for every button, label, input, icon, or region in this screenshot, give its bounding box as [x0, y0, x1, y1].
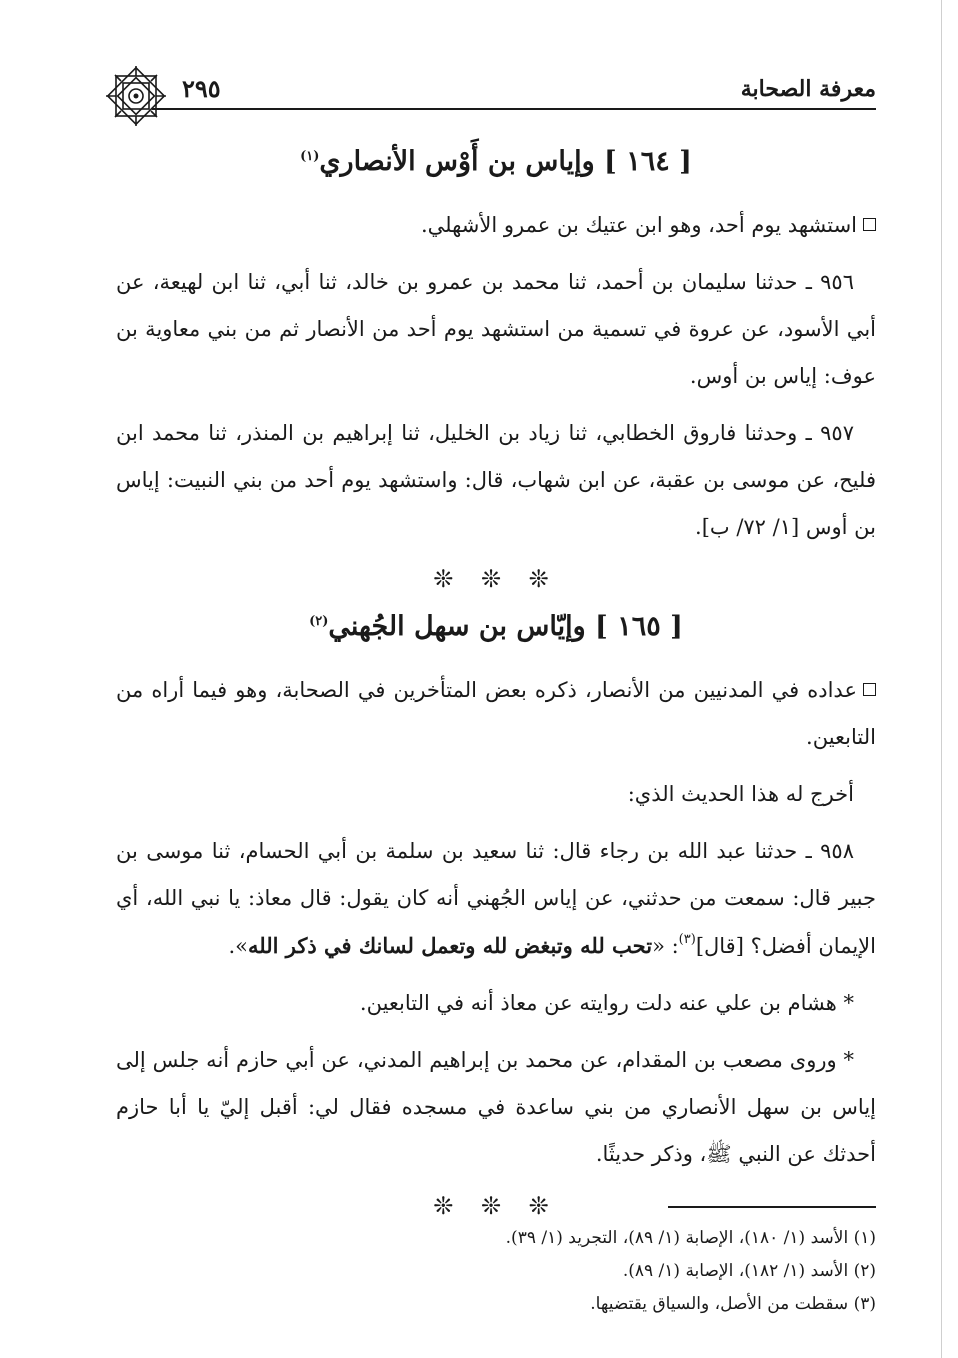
entry-intro — [116, 667, 876, 761]
hadith-text: : « — [652, 934, 679, 958]
entry-intro-text: استشهد يوم أحد، وهو ابن عتيك بن عمرو الأشهلي. — [421, 213, 857, 237]
footnote-ref[interactable]: (٢) — [309, 614, 329, 629]
footnote-ref[interactable]: (١) — [300, 149, 320, 164]
square-bullet-icon — [863, 218, 876, 231]
hadith-lead: أخرج له هذا الحديث الذي: — [627, 782, 854, 806]
footnote-ref[interactable]: (٣) — [678, 932, 696, 947]
note-paragraph: * وروى مصعب بن المقدام، عن محمد بن إبراهيم المدني، عن أبي حازم أنه جلس إلى إياس بن سهل الأنصاري من بني ساعدة في مسجده فقال لي: أقبل إليّ يا أبا حازم أحدثك عن النبي ﷺ، وذكر حديثًا. — [116, 1048, 876, 1166]
running-title: معرفة الصحابة — [740, 76, 876, 102]
note-paragraph: * هشام بن علي عنه دلت روايته عن معاذ أنه في التابعين. — [359, 991, 854, 1015]
entry-title-text: [ ١٦٥ ] وإيّاس بن سهل الجُهني — [328, 611, 683, 642]
footnote-rule — [668, 1206, 876, 1208]
scan-edge-line — [941, 0, 942, 1358]
page-number: ٢٩٥ — [182, 74, 221, 103]
hadith-956: ٩٥٦ ـ حدثنا سليمان بن أحمد، ثنا محمد بن عمرو بن خالد، ثنا أبي، ثنا ابن لهيعة، عن أبي الأسود، عن عروة في تسمية من استشهد يوم أحد من الأنصار ثم من بني معاوية بن عوف: إياس بن أوس. — [116, 270, 876, 388]
entry-intro — [116, 202, 876, 249]
header-rule — [152, 108, 876, 110]
hadith-957: ٩٥٧ ـ وحدثنا فاروق الخطابي، ثنا زياد بن الخليل، ثنا إبراهيم بن المنذر، ثنا محمد ابن فليح، عن موسى بن عقبة، عن ابن شهاب، قال: واستشهد يوم أحد من بني النبيت: إياس بن أوس [١/ ٧٢/ ب]. — [116, 421, 876, 539]
entry-title-165 — [116, 605, 876, 649]
footnote-1: (١) الأسد (١/ ١٨٠)، الإصابة (١/ ٨٩)، التجريد (١/ ٣٩). — [505, 1228, 876, 1248]
main-text — [116, 140, 876, 1232]
footnote-2: (٢) الأسد (١/ ١٨٢)، الإصابة (١/ ٨٩). — [622, 1261, 876, 1281]
hadith-958 — [116, 828, 876, 970]
square-bullet-icon — [863, 683, 876, 696]
entry-title-164 — [116, 140, 876, 184]
entry-title-text: [ ١٦٤ ] وإياس بن أَوْس الأنصاري — [319, 146, 692, 177]
hadith-text: ». — [228, 934, 248, 958]
footnote-3: (٣) سقطت من الأصل، والسياق يقتضيها. — [590, 1294, 876, 1314]
section-separator: ❊ ❊ ❊ — [433, 565, 559, 593]
footnotes — [116, 1222, 876, 1321]
hadith-text: ٩٥٨ ـ حدثنا عبد الله بن رجاء قال: ثنا سعيد بن سلمة بن أبي الحسام، ثنا موسى بن جبير قال: سمعت من حدثني، عن إياس الجُهني أنه كان يقول: قال معاذ: يا نبي الله، أي الإيمان أفضل؟ [قال] — [116, 839, 876, 958]
prophetic-quote: تحب لله وتبغض لله وتعمل لسانك في ذكر الله — [247, 933, 653, 958]
entry-intro-text: عداده في المدنيين من الأنصار، ذكره بعض المتأخرين في الصحابة، وهو فيما أراه من التابعين. — [116, 678, 876, 749]
page-header — [110, 70, 876, 110]
octagram-ornament-icon — [104, 64, 168, 128]
section-separator: ❊ ❊ ❊ — [433, 1192, 559, 1220]
